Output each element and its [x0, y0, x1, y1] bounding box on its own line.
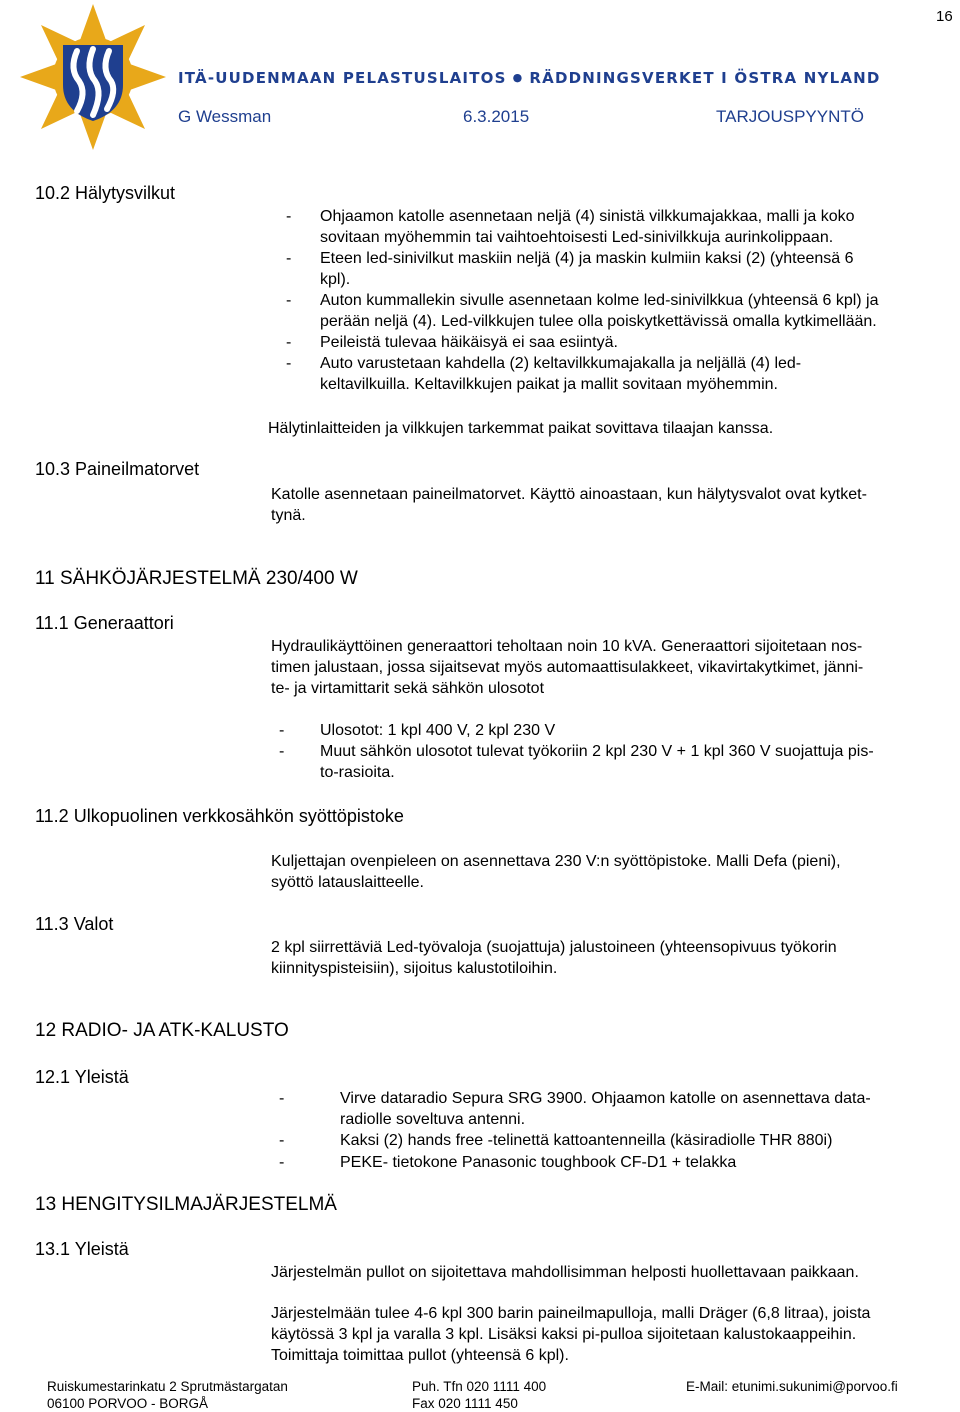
alarm-lights-note: Hälytinlaitteiden ja vilkkujen tarkemmat paikat sovittava tilaajan kanssa. — [268, 420, 774, 437]
list-item-text: PEKE- tietokone Panasonic toughbook CF-D1 + telakka — [340, 1154, 737, 1171]
paragraph-line: Katolle asennetaan paineilmatorvet. Käyttö ainoastaan, kun hälytysvalot ovat kytket- — [271, 486, 867, 503]
list-item-dash: - — [286, 208, 292, 225]
heading-11: 11 SÄHKÖJÄRJESTELMÄ 230/400 W — [35, 568, 358, 589]
list-item-dash: - — [279, 1090, 285, 1107]
organization-name-fi: ITÄ-UUDENMAAN PELASTUSLAITOS — [178, 69, 507, 87]
list-item-text: Eteen led-sinivilkut maskiin neljä (4) ja maskin kulmiin kaksi (2) (yhteensä 6 — [320, 250, 854, 267]
list-item-dash: - — [286, 355, 292, 372]
heading-11-3: 11.3 Valot — [35, 914, 114, 934]
list-item-text: Muut sähkön ulosotot tulevat työkoriin 2 kpl 230 V + 1 kpl 360 V suojattuja pis- — [320, 743, 874, 760]
heading-10-3: 10.3 Paineilmatorvet — [35, 459, 200, 479]
paragraph-line: Hydraulikäyttöinen generaattori teholtaan noin 10 kVA. Generaattori sijoitetaan nos- — [271, 638, 863, 655]
list-item-dash: - — [286, 292, 292, 309]
list-item-text: perään neljä (4). Led-vilkkujen tulee olla poiskytkettävissä omalla kytkimellään. — [320, 313, 877, 330]
paragraph-line: kiinnityspisteisiin), sijoitus kalustotiloihin. — [271, 960, 558, 977]
organization-line — [178, 69, 881, 87]
list-item-dash: - — [279, 743, 285, 760]
heading-13-1: 13.1 Yleistä — [35, 1239, 129, 1259]
header-author: G Wessman — [178, 107, 272, 126]
list-item-dash: - — [286, 334, 292, 351]
list-item-dash: - — [279, 1132, 285, 1149]
list-item-text: Peileistä tulevaa häikäisyä ei saa esiintyä. — [320, 334, 618, 351]
list-item-text: keltavilkuilla. Keltavilkkujen paikat ja mallit sovitaan myöhemmin. — [320, 376, 778, 393]
list-item-text: kpl). — [320, 271, 351, 288]
heading-10-2: 10.2 Hälytysvilkut — [35, 183, 176, 203]
organization-name-sv: RÄDDNINGSVERKET I ÖSTRA NYLAND — [529, 69, 881, 87]
footer-phone: Puh. Tfn 020 1111 400 — [412, 1379, 547, 1394]
rescue-department-logo — [20, 2, 166, 152]
paragraph-line: te- ja virtamittarit sekä sähkön ulosotot — [271, 680, 545, 697]
footer-address: Ruiskumestarinkatu 2 Sprutmästargatan — [47, 1379, 288, 1394]
paragraph-line: 2 kpl siirrettäviä Led-työvaloja (suojattuja) jalustoineen (yhteensopivuus työkorin — [271, 939, 837, 956]
paragraph-line: Toimittaja toimittaa pullot (yhteensä 6 kpl). — [271, 1347, 569, 1364]
paragraph-line: syöttö latauslaitteelle. — [271, 874, 424, 891]
paragraph-line: Kuljettajan ovenpieleen on asennettava 230 V:n syöttöpistoke. Malli Defa (pieni), — [271, 853, 841, 870]
paragraph-line: tynä. — [271, 507, 306, 524]
list-item-text: Ohjaamon katolle asennetaan neljä (4) sinistä vilkkumajakkaa, malli ja koko — [320, 208, 855, 225]
list-item-text: Ulosotot: 1 kpl 400 V, 2 kpl 230 V — [320, 722, 556, 739]
footer-postal: 06100 PORVOO - BORGÅ — [47, 1396, 209, 1411]
list-item-text: Virve dataradio Sepura SRG 3900. Ohjaamon katolle on asennettava data- — [340, 1090, 871, 1107]
header-doc-type: TARJOUSPYYNTÖ — [716, 107, 864, 126]
list-item-text: to-rasioita. — [320, 764, 395, 781]
header-date: 6.3.2015 — [463, 107, 530, 126]
list-item-dash: - — [279, 722, 285, 739]
list-item-text: Auton kummallekin sivulle asennetaan kolme led-sinivilkkua (yhteensä 6 kpl) ja — [320, 292, 879, 309]
list-item-text: sovitaan myöhemmin tai vaihtoehtoisesti Led-sinivilkkuja aurinkolippaan. — [320, 229, 834, 246]
list-item-text: Kaksi (2) hands free -telinettä kattoantenneilla (käsiradiolle THR 880i) — [340, 1132, 833, 1149]
list-item-dash: - — [286, 250, 292, 267]
paragraph-line: timen jalustaan, jossa sijaitsevat myös automaattisulakkeet, vikavirtakytkimet, jänni- — [271, 659, 864, 676]
footer-fax: Fax 020 1111 450 — [412, 1396, 518, 1411]
heading-12-1: 12.1 Yleistä — [35, 1067, 129, 1087]
heading-11-2: 11.2 Ulkopuolinen verkkosähkön syöttöpistoke — [35, 806, 404, 826]
list-item-dash: - — [279, 1154, 285, 1171]
paragraph-line: Järjestelmään tulee 4-6 kpl 300 barin paineilmapulloja, malli Dräger (6,8 litraa), joista — [271, 1305, 871, 1322]
heading-13: 13 HENGITYSILMAJÄRJESTELMÄ — [35, 1194, 337, 1215]
page-number: 16 — [936, 8, 953, 25]
heading-11-1: 11.1 Generaattori — [35, 613, 174, 633]
list-item-text: radiolle soveltuva antenni. — [340, 1111, 526, 1128]
list-item-text: Auto varustetaan kahdella (2) keltavilkkumajakalla ja neljällä (4) led- — [320, 355, 802, 372]
paragraph-line: käytössä 3 kpl ja varalla 3 kpl. Lisäksi kaksi pi-pulloa sijoitetaan kalustokaappeihin. — [271, 1326, 857, 1343]
separator-dot-icon: ● — [512, 71, 524, 84]
heading-12: 12 RADIO- JA ATK-KALUSTO — [35, 1020, 289, 1041]
paragraph-line: Järjestelmän pullot on sijoitettava mahdollisimman helposti huollettavaan paikkaan. — [271, 1264, 859, 1281]
footer-email: E-Mail: etunimi.sukunimi@porvoo.fi — [686, 1379, 898, 1394]
